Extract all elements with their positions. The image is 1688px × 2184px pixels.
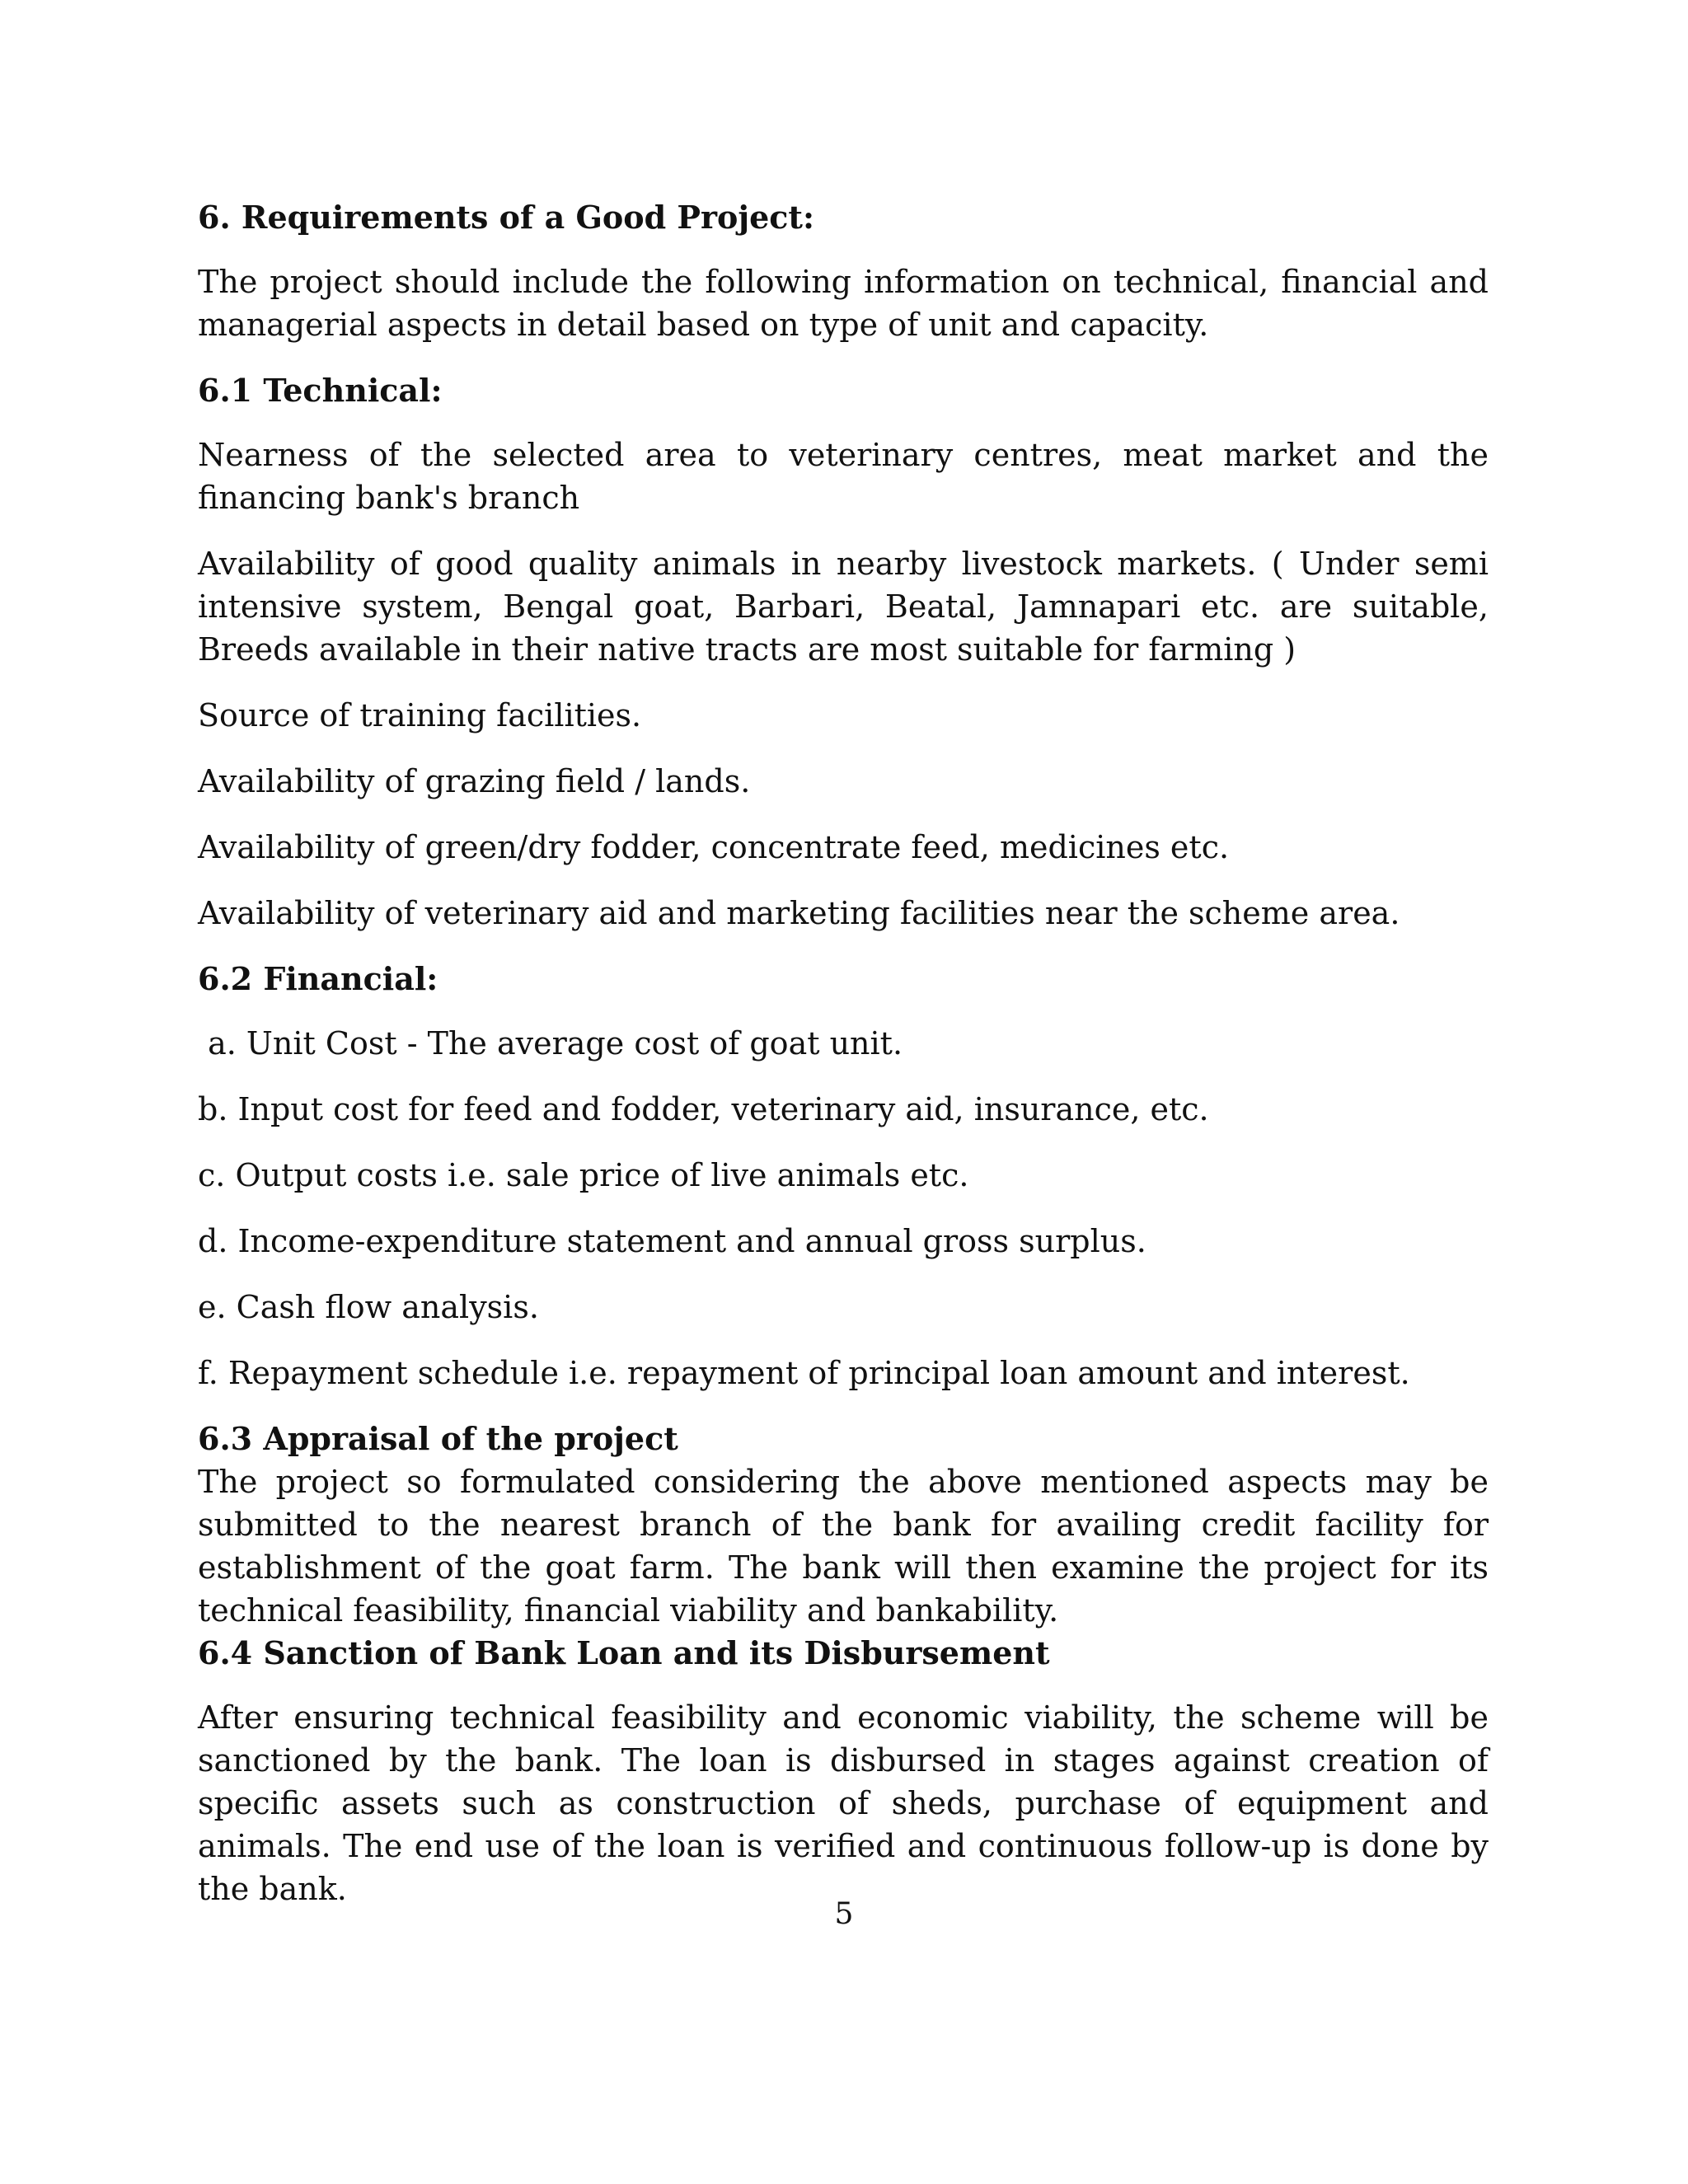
technical-item-grazing: Availability of grazing field / lands. — [198, 763, 751, 799]
section-6-2-heading: 6.2 Financial: — [198, 960, 438, 997]
technical-item-training: Source of training facilities. — [198, 697, 642, 733]
page-content — [198, 196, 1489, 1910]
financial-item-b: b. Input cost for feed and fodder, veterinary aid, insurance, etc. — [198, 1091, 1209, 1127]
financial-item-c: c. Output costs i.e. sale price of live animals etc. — [198, 1157, 969, 1193]
technical-item-veterinary: Availability of veterinary aid and marketing facilities near the scheme area. — [198, 895, 1400, 931]
financial-item-e: e. Cash flow analysis. — [198, 1289, 539, 1325]
technical-item-animals: Availability of good quality animals in nearby livestock markets. ( Under semi intensive system, Bengal goat, Barbari, Beatal, Jamnapari etc. are suitable, Breeds available in their native tracts are most suitable for farming ) — [198, 546, 1489, 668]
technical-item-fodder: Availability of green/dry fodder, concentrate feed, medicines etc. — [198, 829, 1230, 865]
section-6-intro: The project should include the following information on technical, financial and managerial aspects in detail based on type of unit and capacity. — [198, 264, 1489, 343]
financial-item-f: f. Repayment schedule i.e. repayment of principal loan amount and interest. — [198, 1355, 1410, 1391]
page-number: 5 — [834, 1897, 854, 1931]
section-6-heading: 6. Requirements of a Good Project: — [198, 199, 814, 236]
section-6-4-body: After ensuring technical feasibility and economic viability, the scheme will be sanctioned by the bank. The loan is disbursed in stages against creation of specific assets such as construction of sheds, purchase of equipment and animals. The end use of the loan is verified and continuous follow-up is done by the bank. — [198, 1699, 1489, 1907]
financial-item-a: a. Unit Cost - The average cost of goat unit. — [198, 1025, 903, 1062]
section-6-4-heading: 6.4 Sanction of Bank Loan and its Disbursement — [198, 1634, 1050, 1671]
section-6-3-heading: 6.3 Appraisal of the project — [198, 1420, 678, 1457]
technical-item-nearness: Nearness of the selected area to veterinary centres, meat market and the financing bank's branch — [198, 437, 1489, 516]
financial-item-d: d. Income-expenditure statement and annual gross surplus. — [198, 1223, 1146, 1259]
section-6-1-heading: 6.1 Technical: — [198, 372, 443, 409]
section-6-3-body: The project so formulated considering the above mentioned aspects may be submitted to the nearest branch of the bank for availing credit facility for establishment of the goat farm. The bank will then examine the project for its technical feasibility, financial viability and bankability. — [198, 1464, 1489, 1629]
